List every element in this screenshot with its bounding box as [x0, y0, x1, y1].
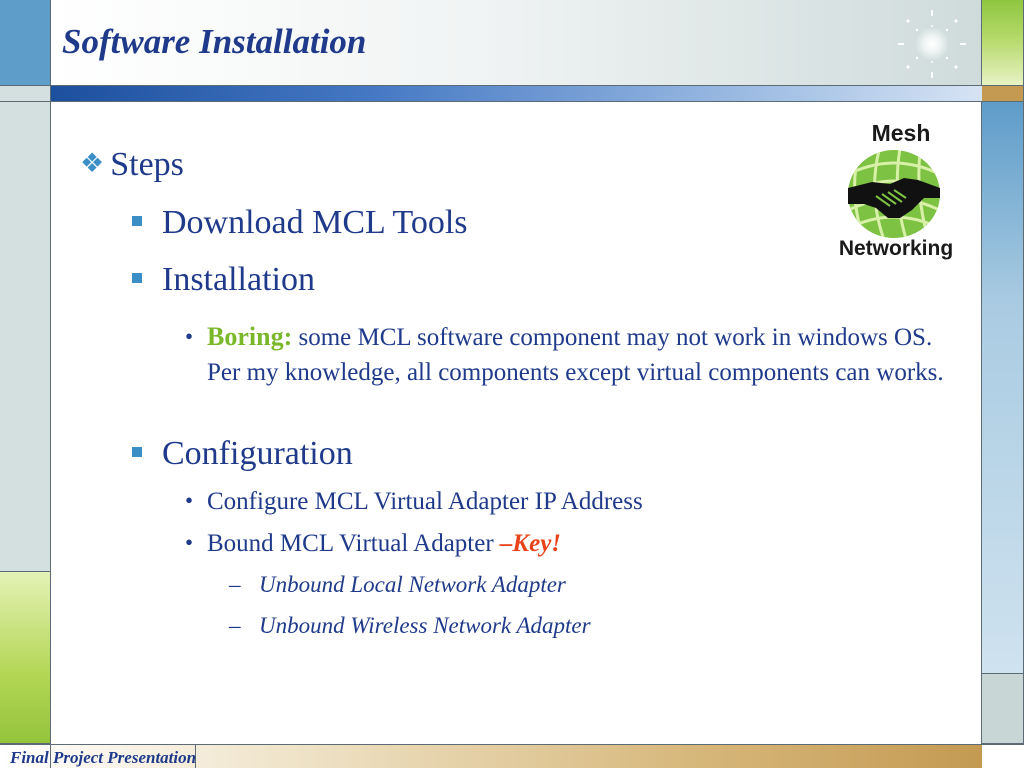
square-bullet-icon [132, 216, 142, 226]
dot-bullet-icon: • [185, 488, 194, 513]
boring-label: Boring: [207, 322, 293, 351]
square-bullet-icon [132, 447, 142, 457]
right-panel-top [982, 102, 1024, 674]
bullet-steps-text: Steps [110, 146, 184, 183]
handshake-globe-icon [846, 148, 942, 240]
corner-block-top-right [982, 0, 1024, 86]
boring-text: some MCL software component may not work in windows OS. Per my knowledge, all components except virtual components can works. [207, 324, 944, 386]
bullet-bound-adapter [185, 530, 562, 558]
key-label: –Key! [499, 530, 562, 557]
mesh-networking-logo [822, 120, 970, 270]
bullet-download-text: Download MCL Tools [162, 204, 468, 241]
sparkle-icon [890, 4, 974, 84]
bullet-installation-text: Installation [162, 261, 315, 298]
bullet-installation [162, 261, 315, 299]
bound-adapter-text: Bound MCL Virtual Adapter [207, 530, 500, 557]
logo-top-text: Mesh [871, 120, 931, 146]
left-panel-bottom [0, 572, 51, 744]
bullet-unbound-local [229, 572, 566, 598]
unbound-local-text: Unbound Local Network Adapter [259, 572, 566, 597]
logo-bottom-text: Networking [838, 237, 954, 260]
title-gradient-bar [51, 86, 982, 102]
right-panel-bottom [982, 674, 1024, 744]
unbound-wireless-text: Unbound Wireless Network Adapter [259, 613, 591, 638]
bullet-configuration [162, 435, 353, 473]
left-strip [0, 86, 51, 102]
left-divider-line [50, 0, 51, 768]
dash-bullet-icon: – [229, 613, 241, 638]
footer-text: Final Project Presentation [10, 748, 197, 767]
bullet-boring [185, 319, 967, 390]
dot-bullet-icon: • [185, 530, 194, 555]
bullet-configuration-text: Configuration [162, 435, 353, 472]
left-panel-top [0, 102, 51, 572]
square-bullet-icon [132, 273, 142, 283]
bullet-download [162, 204, 468, 242]
slide-title: Software Installation [62, 22, 367, 61]
dash-bullet-icon: – [229, 572, 241, 597]
corner-block-top-left [0, 0, 51, 86]
config-ip-text: Configure MCL Virtual Adapter IP Address [207, 488, 643, 515]
bullet-config-ip [185, 488, 643, 516]
right-strip [982, 86, 1024, 102]
bullet-unbound-wireless [229, 613, 591, 639]
diamond-bullet-icon: ❖ [80, 148, 105, 178]
footer-corner [982, 744, 1024, 768]
bullet-steps [80, 146, 184, 184]
dot-bullet-icon: • [185, 324, 194, 349]
